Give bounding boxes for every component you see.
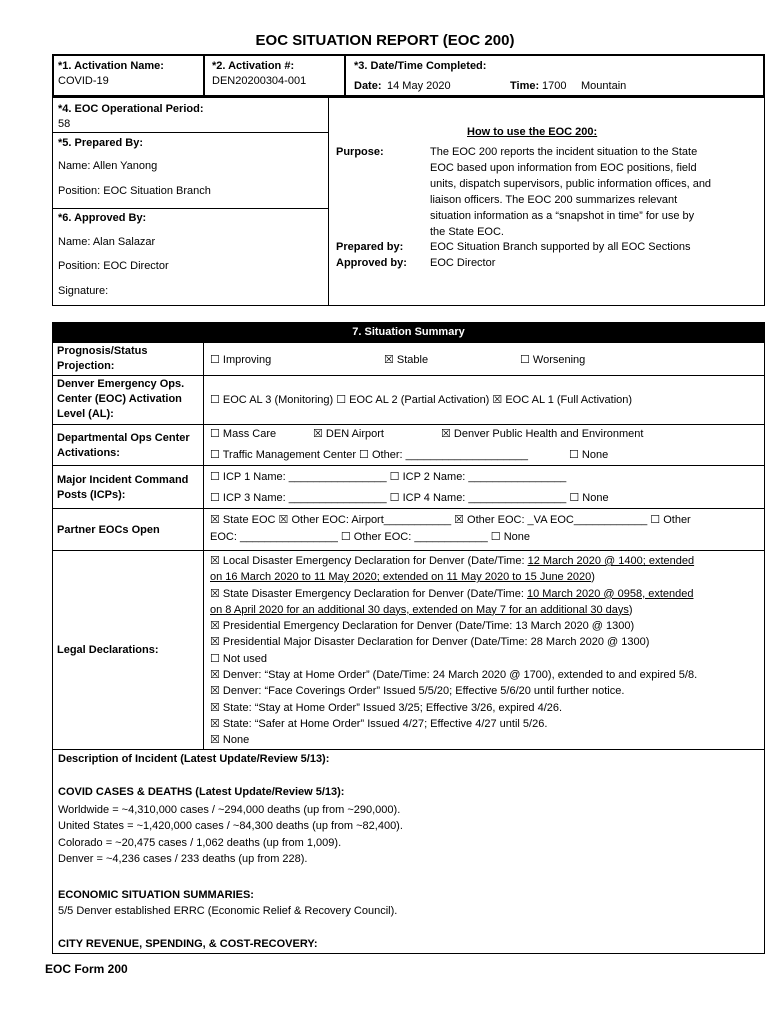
- legal-item[interactable]: ☒ Presidential Emergency Declaration for Denver (Date/Time: 13 March 2020 @ 1300): [210, 620, 635, 633]
- legal-item-text: ): [628, 603, 633, 616]
- covid-line: Worldwide = ~4,310,000 cases / ~294,000 deaths (up from ~290,000).: [58, 804, 401, 816]
- period-value: 58: [58, 118, 71, 130]
- purpose-line: the State EOC.: [430, 225, 504, 238]
- prognosis-worsening[interactable]: ☐ Worsening: [520, 354, 586, 366]
- dept-none[interactable]: ☐ None: [569, 449, 609, 461]
- datetime-label: *3. Date/Time Completed:: [354, 60, 487, 72]
- econ-heading: ECONOMIC SITUATION SUMMARIES:: [58, 889, 254, 901]
- legal-item-date: on 8 April 2020 for an additional 30 days, extended on May 7 for an additional 30 days: [210, 603, 629, 616]
- legal-item[interactable]: ☒ Denver: “Stay at Home Order” (Date/Time: 24 March 2020 @ 1700), extended to and expired 5/8.: [210, 669, 698, 682]
- approved-name: Name: Alan Salazar: [58, 236, 156, 248]
- covid-line: Colorado = ~20,475 cases / 1,062 deaths (up from 1,009).: [58, 836, 342, 849]
- activation-name-label: *1. Activation Name:: [58, 60, 164, 72]
- activation-level-label: Denver Emergency Ops. Center (EOC) Activation Level (AL):: [57, 378, 185, 420]
- icp-line-1[interactable]: ☐ ICP 1 Name: ________________ ☐ ICP 2 Name: ________________: [210, 471, 567, 483]
- covid-line: United States = ~1,420,000 cases / ~84,300 deaths (up from ~82,400).: [58, 820, 403, 833]
- prognosis-label: Prognosis/Status Projection:: [57, 345, 148, 372]
- legal-item[interactable]: ☐ Not used: [210, 652, 267, 665]
- legal-item-text: ☒ State Disaster Emergency Declaration for Denver (Date/Time:: [210, 587, 527, 600]
- dept-traffic-other[interactable]: ☐ Traffic Management Center ☐ Other: ____________________: [210, 449, 528, 461]
- howto-prepared-value: EOC Situation Branch supported by all EOC Sections: [430, 241, 691, 253]
- howto-prepared-label: Prepared by:: [336, 241, 404, 253]
- howto-approved-label: Approved by:: [336, 257, 407, 269]
- prognosis-stable[interactable]: ☒ Stable: [384, 354, 429, 366]
- dept-mass-care[interactable]: ☐ Mass Care: [210, 428, 277, 440]
- icp-label: Major Incident Command Posts (ICPs):: [57, 474, 189, 501]
- purpose-line: EOC based upon information from EOC positions, field: [430, 161, 697, 174]
- timezone-value: Mountain: [581, 80, 627, 92]
- legal-item-date: on 16 March 2020 to 11 May 2020; extended on 11 May 2020 to 15 June 2020: [210, 571, 592, 584]
- purpose-line: liaison officers. The EOC 200 summarizes relevant: [430, 193, 678, 206]
- purpose-label: Purpose:: [336, 146, 384, 158]
- dept-den-airport[interactable]: ☒ DEN Airport: [313, 428, 384, 440]
- purpose-line: situation information as a “snapshot in time” for use by: [430, 209, 695, 222]
- legal-item[interactable]: ☒ Denver: “Face Coverings Order” Issued 5/5/20; Effective 5/6/20 until further notice.: [210, 685, 625, 698]
- covid-line: Denver = ~4,236 cases / 233 deaths (up from 228).: [58, 852, 308, 865]
- activation-number-label: *2. Activation #:: [212, 60, 295, 72]
- econ-line: 5/5 Denver established ERRC (Economic Relief & Recovery Council).: [58, 905, 398, 917]
- time-label: Time:: [510, 80, 540, 92]
- description-heading: Description of Incident (Latest Update/Review 5/13):: [58, 753, 330, 765]
- legal-declarations-list: [210, 553, 697, 749]
- covid-stats: [58, 802, 403, 867]
- date-value: 14 May 2020: [387, 80, 451, 92]
- purpose-line: units, dispatch supervisors, public information offices, and: [430, 177, 712, 190]
- info-divider: [328, 97, 329, 306]
- legal-item[interactable]: [210, 553, 697, 569]
- prepared-position: Position: EOC Situation Branch: [58, 185, 211, 197]
- howto-title: How to use the EOC 200:: [467, 126, 598, 138]
- partner-eocs-line-2[interactable]: EOC: ________________ ☐ Other EOC: ____________ ☐ None: [210, 531, 531, 543]
- approved-label: *6. Approved By:: [58, 212, 147, 224]
- legal-item-date: 10 March 2020 @ 0958, extended: [526, 587, 694, 600]
- prepared-name: Name: Allen Yanong: [58, 160, 158, 172]
- covid-heading: COVID CASES & DEATHS (Latest Update/Review 5/13):: [58, 786, 345, 798]
- page-title: EOC SITUATION REPORT (EOC 200): [255, 32, 515, 49]
- form-footer: EOC Form 200: [45, 962, 128, 976]
- legal-item[interactable]: ☒ State: “Stay at Home Order” Issued 3/25; Effective 3/26, expired 4/26.: [210, 701, 563, 714]
- legal-item-text: ☒ Local Disaster Emergency Declaration for Denver (Date/Time:: [210, 555, 528, 567]
- dept-ops-label: Departmental Ops Center Activations:: [57, 432, 190, 459]
- activation-name-value: COVID-19: [58, 75, 109, 87]
- partner-eocs-line-1[interactable]: ☒ State EOC ☒ Other EOC: Airport___________ ☒ Other EOC: _VA EOC____________ ☐ Other: [210, 514, 691, 526]
- purpose-line: The EOC 200 reports the incident situation to the State: [430, 146, 698, 158]
- purpose-text: [430, 145, 760, 240]
- dept-public-health[interactable]: ☒ Denver Public Health and Environment: [441, 428, 644, 440]
- period-label: *4. EOC Operational Period:: [58, 103, 204, 115]
- legal-item-text: ): [591, 571, 595, 584]
- legal-item[interactable]: ☒ Presidential Major Disaster Declaration for Denver (Date/Time: 28 March 2020 @ 1300): [210, 636, 650, 649]
- prognosis-improving[interactable]: ☐ Improving: [210, 354, 272, 366]
- legal-declarations-label: Legal Declarations:: [57, 644, 159, 656]
- legal-item-continued: [210, 569, 697, 585]
- legal-item[interactable]: ☒ None: [210, 734, 250, 747]
- date-label: Date:: [354, 80, 382, 92]
- legal-item[interactable]: ☒ State: “Safer at Home Order” Issued 4/27; Effective 4/27 until 5/26.: [210, 717, 548, 730]
- legal-item[interactable]: [210, 586, 697, 602]
- city-heading: CITY REVENUE, SPENDING, & COST-RECOVERY:: [58, 938, 318, 950]
- howto-approved-value: EOC Director: [430, 257, 496, 269]
- legal-item-continued: [210, 602, 697, 618]
- partner-eocs-label: Partner EOCs Open: [57, 524, 160, 536]
- legal-item-date: 12 March 2020 @ 1400; extended: [527, 555, 695, 567]
- prepared-label: *5. Prepared By:: [58, 137, 143, 149]
- activation-number-value: DEN20200304-001: [212, 75, 307, 87]
- activation-level-value[interactable]: ☐ EOC AL 3 (Monitoring) ☐ EOC AL 2 (Partial Activation) ☒ EOC AL 1 (Full Activation): [210, 394, 633, 406]
- situation-summary-header: 7. Situation Summary: [52, 322, 765, 342]
- icp-line-2[interactable]: ☐ ICP 3 Name: ________________ ☐ ICP 4 Name: ________________ ☐ None: [210, 492, 609, 504]
- time-value: 1700: [542, 80, 567, 92]
- signature-label: Signature:: [58, 285, 109, 297]
- approved-position: Position: EOC Director: [58, 260, 169, 272]
